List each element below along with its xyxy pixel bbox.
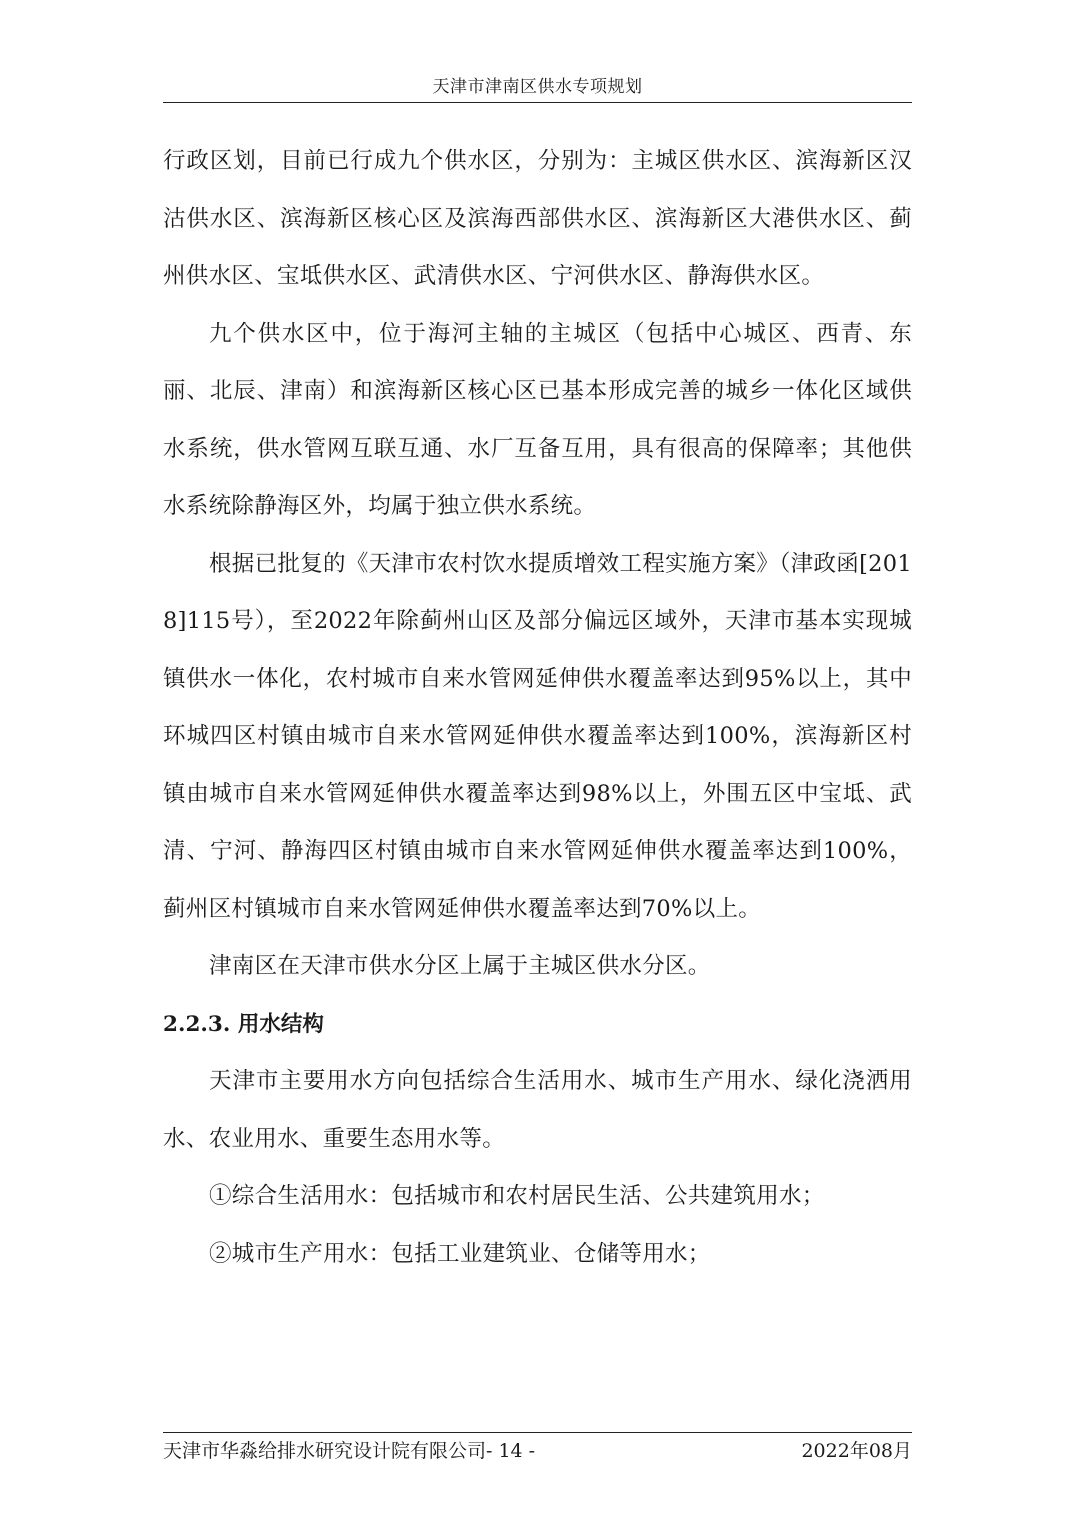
footer-divider <box>163 1432 912 1433</box>
footer-date: 2022年08月 <box>801 1440 912 1462</box>
paragraph-water-use-directions: 天津市主要用水方向包括综合生活用水、城市生产用水、绿化浇洒用水、农业用水、重要生态用水等。 <box>163 1068 912 1152</box>
footer-company-page-number: 天津市华淼给排水研究设计院有限公司- 14 - <box>163 1440 536 1462</box>
paragraph-jinnan-zone: 津南区在天津市供水分区上属于主城区供水分区。 <box>209 953 711 979</box>
paragraph-main-city-system: 九个供水区中，位于海河主轴的主城区（包括中心城区、西青、东丽、北辰、津南）和滨海新区核心区已基本形成完善的城乡一体化区域供水系统，供水管网互联互通、水厂互备互用，具有很高的保障率；其他供水系统除静海区外，均属于独立供水系统。 <box>163 320 912 519</box>
document-body <box>163 133 912 1283</box>
list-item-production-water: ②城市生产用水：包括工业建筑业、仓储等用水； <box>209 1240 711 1267</box>
list-item-domestic-water: ①综合生活用水：包括城市和农村居民生活、公共建筑用水； <box>209 1183 825 1209</box>
paragraph-rural-water-plan: 根据已批复的《天津市农村饮水提质增效工程实施方案》（津政函[2018]115号），至2022年除蓟州山区及部分偏远区域外，天津市基本实现城镇供水一体化，农村城市自来水管网延伸供水覆盖率达到95%以上，其中环城四区村镇由城市自来水管网延伸供水覆盖率达到100%，滨海新区村镇由城市自来水管网延伸供水覆盖率达到98%以上，外围五区中宝坻、武清、宁河、静海四区村镇由城市自来水管网延伸供水覆盖率达到100%，蓟州区村镇城市自来水管网延伸供水覆盖率达到70%以上。 <box>163 550 912 922</box>
header-divider <box>163 102 912 103</box>
paragraph-water-supply-zones: 行政区划，目前已行成九个供水区，分别为：主城区供水区、滨海新区汉沽供水区、滨海新区核心区及滨海西部供水区、滨海新区大港供水区、蓟州供水区、宝坻供水区、武清供水区、宁河供水区、静海供水区。 <box>163 148 912 289</box>
section-heading-water-structure: 2.2.3. 用水结构 <box>163 1011 324 1037</box>
page-footer <box>163 1436 912 1466</box>
page-header-title: 天津市津南区供水专项规划 <box>432 77 643 97</box>
